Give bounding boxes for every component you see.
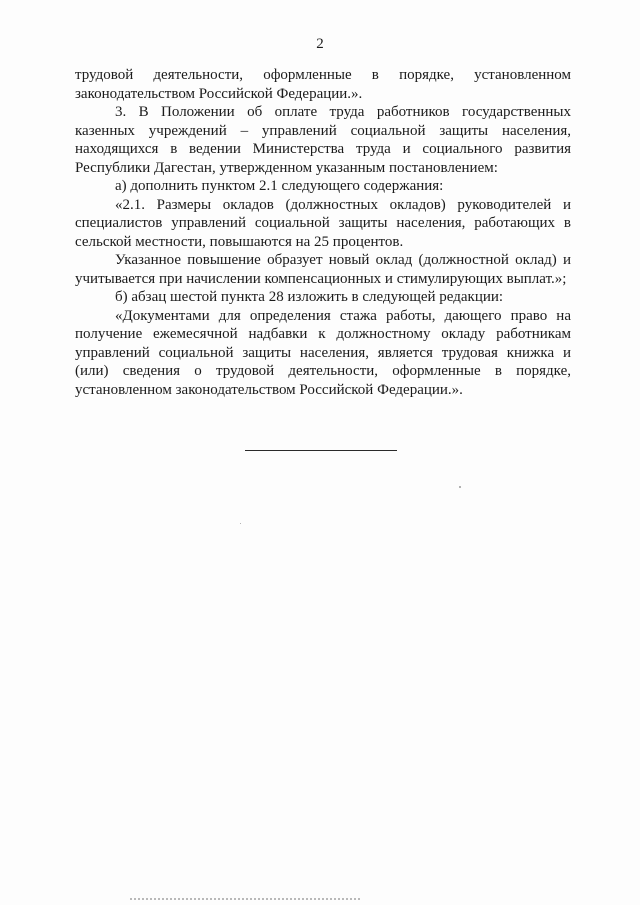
document-body — [75, 66, 571, 399]
paragraph-subitem-b: б) абзац шестой пункта 28 изложить в следующей редакции: — [115, 289, 504, 305]
scan-bleed-through — [130, 898, 360, 900]
paragraph-subitem-a: а) дополнить пунктом 2.1 следующего содержания: — [115, 178, 444, 194]
paragraph-quote-documents: «Документами для определения стажа работы, дающего право на получение ежемесячной надбавки к должностному окладу работникам управлений социальной защиты населения, является трудовая книжка и (или) сведения о трудовой деятельности, оформленные в порядке, установленном законодательством Российской Федерации.». — [75, 307, 571, 398]
paragraph-salary-increase: Указанное повышение образует новый оклад (должностной оклад) и учитывается при начислении компенсационных и стимулирующих выплат.»; — [75, 252, 571, 287]
end-of-text-rule — [245, 450, 397, 451]
paragraph-continuation: трудовой деятельности, оформленные в порядке, установленном законодательством Российской Федерации.». — [75, 67, 571, 102]
page-number: 2 — [316, 36, 324, 52]
paragraph-quote-2-1: «2.1. Размеры окладов (должностных окладов) руководителей и специалистов управлений социальной защиты населения, работающих в сельской местности, повышаются на 25 процентов. — [75, 196, 571, 250]
paragraph-item-3: 3. В Положении об оплате труда работников государственных казенных учреждений – управлений социальной защиты населения, находящихся в ведении Министерства труда и социального развития Республики Дагестан, утвержденном указанным постановлением: — [75, 104, 571, 176]
scan-speck — [459, 486, 461, 488]
scan-speck — [240, 523, 241, 524]
